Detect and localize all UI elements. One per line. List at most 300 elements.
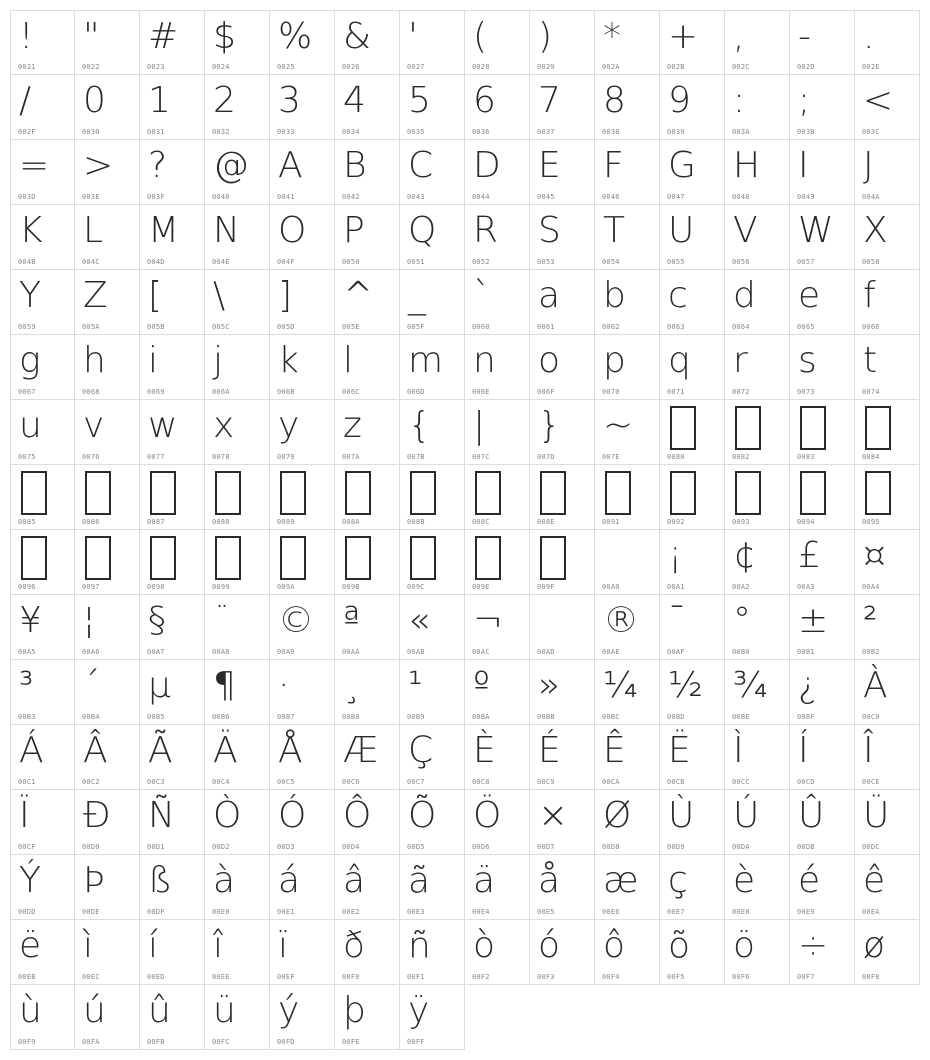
- glyph-code-label: 0097: [82, 583, 100, 591]
- glyph-cell: [660, 10, 725, 75]
- glyph-character: !: [19, 16, 34, 57]
- glyph-character: $: [213, 16, 236, 57]
- glyph-code-label: 00D7: [537, 843, 555, 851]
- glyph-character: ,: [733, 16, 745, 57]
- glyph-code-label: 00D6: [472, 843, 490, 851]
- glyph-character: %: [278, 16, 313, 57]
- glyph-cell: [725, 465, 790, 530]
- glyph-character: ù: [19, 990, 42, 1031]
- glyph-character: s: [798, 340, 817, 381]
- glyph-cell: [465, 205, 530, 270]
- glyph-cell: [140, 205, 205, 270]
- glyph-cell: [595, 270, 660, 335]
- glyph-code-label: 00BE: [732, 713, 750, 721]
- glyph-character: Ú: [733, 795, 760, 836]
- glyph-cell: [75, 400, 140, 465]
- glyph-cell: [335, 660, 400, 725]
- glyph-code-label: 00E3: [407, 908, 425, 916]
- glyph-character: Ç: [408, 730, 434, 771]
- missing-glyph-box: [280, 536, 306, 580]
- glyph-code-label: 00B9: [407, 713, 425, 721]
- glyph-character: S: [538, 210, 561, 251]
- glyph-character: w: [148, 405, 178, 446]
- glyph-cell: [75, 595, 140, 660]
- glyph-code-label: 0041: [277, 193, 295, 201]
- glyph-code-label: 00B1: [797, 648, 815, 656]
- glyph-character: Â: [83, 730, 108, 771]
- glyph-code-label: 00DA: [732, 843, 750, 851]
- glyph-character: a: [538, 275, 561, 316]
- glyph-code-label: 0028: [472, 63, 490, 71]
- glyph-cell: [205, 855, 270, 920]
- glyph-cell: [595, 790, 660, 855]
- glyph-cell: [530, 205, 595, 270]
- glyph-character: L: [83, 210, 104, 251]
- glyph-cell: [335, 530, 400, 595]
- glyph-cell: [270, 725, 335, 790]
- glyph-cell: [660, 855, 725, 920]
- glyph-cell: [10, 660, 75, 725]
- glyph-character: ì: [83, 925, 94, 966]
- glyph-cell: [790, 400, 855, 465]
- glyph-code-label: 005B: [147, 323, 165, 331]
- glyph-code-label: 00B7: [277, 713, 295, 721]
- missing-glyph-box: [800, 471, 826, 515]
- glyph-code-label: 00BD: [667, 713, 685, 721]
- glyph-character: j: [213, 340, 224, 381]
- glyph-code-label: 005E: [342, 323, 360, 331]
- glyph-cell: [530, 660, 595, 725]
- glyph-character: Ô: [343, 795, 372, 836]
- glyph-cell: [270, 790, 335, 855]
- glyph-code-label: 0045: [537, 193, 555, 201]
- glyph-character: æ: [603, 860, 639, 901]
- glyph-code-label: 0040: [212, 193, 230, 201]
- glyph-cell: [335, 725, 400, 790]
- glyph-cell: [530, 595, 595, 660]
- glyph-character: *: [603, 16, 621, 57]
- glyph-code-label: 002A: [602, 63, 620, 71]
- glyph-cell: [790, 205, 855, 270]
- glyph-cell: [205, 920, 270, 985]
- glyph-character: ë: [19, 925, 42, 966]
- glyph-character: ä: [473, 860, 496, 901]
- glyph-cell: [140, 855, 205, 920]
- glyph-character: (: [473, 16, 488, 57]
- glyph-character: 0: [83, 80, 106, 121]
- glyph-character: b: [603, 275, 626, 316]
- glyph-code-label: 0037: [537, 128, 555, 136]
- glyph-code-label: 006A: [212, 388, 230, 396]
- glyph-code-label: 00B3: [18, 713, 36, 721]
- glyph-code-label: 00B2: [862, 648, 880, 656]
- glyph-character: E: [538, 145, 561, 186]
- glyph-cell: [75, 205, 140, 270]
- glyph-code-label: 00AC: [472, 648, 490, 656]
- glyph-character: @: [213, 145, 249, 186]
- missing-glyph-box: [540, 471, 566, 515]
- glyph-character: n: [473, 340, 496, 381]
- glyph-character: O: [278, 210, 307, 251]
- missing-glyph-box: [540, 536, 566, 580]
- glyph-cell: [75, 335, 140, 400]
- glyph-code-label: 003C: [862, 128, 880, 136]
- glyph-character: -: [798, 16, 811, 57]
- glyph-code-label: 00F8: [862, 973, 880, 981]
- glyph-code-label: 003A: [732, 128, 750, 136]
- glyph-character: á: [278, 860, 301, 901]
- glyph-character: é: [798, 860, 821, 901]
- glyph-cell: [530, 140, 595, 205]
- glyph-code-label: 00E9: [797, 908, 815, 916]
- glyph-code-label: 00F3: [537, 973, 555, 981]
- glyph-cell: [660, 75, 725, 140]
- glyph-cell: [790, 920, 855, 985]
- glyph-cell: [855, 595, 920, 660]
- glyph-cell: [140, 400, 205, 465]
- glyph-code-label: 0054: [602, 258, 620, 266]
- glyph-code-label: 00C0: [862, 713, 880, 721]
- glyph-cell: [75, 140, 140, 205]
- glyph-cell: [10, 335, 75, 400]
- glyph-character: ó: [538, 925, 561, 966]
- glyph-character: §: [148, 600, 166, 641]
- glyph-code-label: 0095: [862, 518, 880, 526]
- glyph-character: 3: [278, 80, 301, 121]
- glyph-code-label: 00DC: [862, 843, 880, 851]
- glyph-code-label: 004D: [147, 258, 165, 266]
- glyph-cell: [400, 530, 465, 595]
- glyph-code-label: 00A5: [18, 648, 36, 656]
- glyph-code-label: 00E4: [472, 908, 490, 916]
- glyph-cell: [465, 790, 530, 855]
- glyph-code-label: 0062: [602, 323, 620, 331]
- glyph-code-label: 0038: [602, 128, 620, 136]
- glyph-cell: [595, 400, 660, 465]
- glyph-cell: [205, 530, 270, 595]
- glyph-character: J: [863, 145, 874, 186]
- glyph-character: V: [733, 210, 758, 251]
- glyph-cell: [335, 465, 400, 530]
- glyph-code-label: 00D9: [667, 843, 685, 851]
- glyph-code-label: 0033: [277, 128, 295, 136]
- glyph-character: £: [798, 535, 821, 576]
- glyph-character: ¼: [603, 665, 638, 706]
- glyph-character: N: [213, 210, 240, 251]
- glyph-cell: [205, 790, 270, 855]
- missing-glyph-box: [865, 471, 891, 515]
- glyph-cell: [10, 10, 75, 75]
- glyph-code-label: 00DD: [18, 908, 36, 916]
- glyph-character: :: [733, 80, 746, 121]
- glyph-cell: [140, 790, 205, 855]
- glyph-character: K: [19, 210, 43, 251]
- glyph-character: Ð: [83, 795, 111, 836]
- glyph-character: ¨: [213, 600, 231, 641]
- glyph-code-label: 00BB: [537, 713, 555, 721]
- glyph-code-label: 00E2: [342, 908, 360, 916]
- glyph-code-label: 0069: [147, 388, 165, 396]
- glyph-code-label: 00A8: [212, 648, 230, 656]
- glyph-cell: [465, 10, 530, 75]
- missing-glyph-box: [150, 471, 176, 515]
- glyph-character: å: [538, 860, 561, 901]
- glyph-character: ~: [603, 405, 634, 446]
- glyph-character: ): [538, 16, 553, 57]
- glyph-code-label: 002D: [797, 63, 815, 71]
- glyph-code-label: 00B0: [732, 648, 750, 656]
- glyph-code-label: 00AF: [667, 648, 685, 656]
- glyph-code-label: 00B4: [82, 713, 100, 721]
- glyph-character: ¥: [19, 600, 42, 641]
- glyph-cell: [10, 465, 75, 530]
- glyph-character: þ: [343, 990, 366, 1031]
- glyph-code-label: 00AB: [407, 648, 425, 656]
- glyph-character: 6: [473, 80, 496, 121]
- missing-glyph-box: [605, 471, 631, 515]
- glyph-cell: [465, 855, 530, 920]
- glyph-code-label: 0094: [797, 518, 815, 526]
- glyph-cell: [270, 400, 335, 465]
- glyph-code-label: 00A9: [277, 648, 295, 656]
- glyph-character: ®: [603, 600, 639, 641]
- glyph-code-label: 0034: [342, 128, 360, 136]
- glyph-code-label: 0052: [472, 258, 490, 266]
- glyph-cell: [725, 400, 790, 465]
- glyph-code-label: 0077: [147, 453, 165, 461]
- missing-glyph-box: [215, 471, 241, 515]
- glyph-code-label: 00F1: [407, 973, 425, 981]
- glyph-code-label: 00F0: [342, 973, 360, 981]
- glyph-cell: [790, 270, 855, 335]
- glyph-cell: [75, 660, 140, 725]
- glyph-character: Ï: [19, 795, 30, 836]
- glyph-code-label: 00BF: [797, 713, 815, 721]
- missing-glyph-box: [280, 471, 306, 515]
- glyph-cell: [530, 465, 595, 530]
- glyph-character: 5: [408, 80, 431, 121]
- glyph-character: Þ: [83, 860, 105, 901]
- glyph-code-label: 00DB: [797, 843, 815, 851]
- glyph-character: ¯: [668, 600, 686, 641]
- glyph-character: m: [408, 340, 444, 381]
- glyph-character: D: [473, 145, 501, 186]
- glyph-code-label: 00D4: [342, 843, 360, 851]
- glyph-code-label: 00AA: [342, 648, 360, 656]
- glyph-character: I: [798, 145, 809, 186]
- glyph-code-label: 00E1: [277, 908, 295, 916]
- glyph-character: T: [603, 210, 625, 251]
- glyph-code-label: 00B6: [212, 713, 230, 721]
- glyph-character: U: [668, 210, 695, 251]
- glyph-code-label: 00A3: [797, 583, 815, 591]
- missing-glyph-box: [800, 406, 826, 450]
- glyph-code-label: 00F4: [602, 973, 620, 981]
- glyph-character: ò: [473, 925, 496, 966]
- glyph-cell: [335, 400, 400, 465]
- glyph-code-label: 00DF: [147, 908, 165, 916]
- glyph-cell: [205, 205, 270, 270]
- glyph-character: ô: [603, 925, 626, 966]
- glyph-code-label: 0023: [147, 63, 165, 71]
- glyph-code-label: 0093: [732, 518, 750, 526]
- glyph-code-label: 00B8: [342, 713, 360, 721]
- glyph-code-label: 00C7: [407, 778, 425, 786]
- glyph-character: õ: [668, 925, 691, 966]
- glyph-code-label: 005C: [212, 323, 230, 331]
- glyph-cell: [400, 595, 465, 660]
- glyph-cell: [400, 855, 465, 920]
- glyph-cell: [75, 10, 140, 75]
- glyph-character: ç: [668, 860, 688, 901]
- glyph-code-label: 0053: [537, 258, 555, 266]
- glyph-cell: [855, 790, 920, 855]
- glyph-code-label: 0021: [18, 63, 36, 71]
- glyph-cell: [660, 400, 725, 465]
- glyph-cell: [725, 75, 790, 140]
- glyph-cell: [725, 205, 790, 270]
- glyph-cell: [725, 335, 790, 400]
- glyph-cell: [140, 660, 205, 725]
- glyph-cell: [75, 985, 140, 1050]
- glyph-character: ö: [733, 925, 756, 966]
- glyph-cell: [855, 855, 920, 920]
- glyph-cell: [725, 920, 790, 985]
- glyph-character: Æ: [343, 730, 379, 771]
- glyph-character: Ø: [603, 795, 632, 836]
- glyph-code-label: 00A0: [602, 583, 620, 591]
- glyph-cell: [335, 205, 400, 270]
- glyph-code-label: 0065: [797, 323, 815, 331]
- glyph-code-label: 003E: [82, 193, 100, 201]
- glyph-code-label: 002E: [862, 63, 880, 71]
- glyph-character: ¬: [473, 600, 504, 641]
- glyph-character: W: [798, 210, 834, 251]
- glyph-cell: [855, 465, 920, 530]
- glyph-cell: [400, 660, 465, 725]
- glyph-cell: [10, 530, 75, 595]
- glyph-code-label: 00E0: [212, 908, 230, 916]
- glyph-cell: [270, 335, 335, 400]
- glyph-character: ª: [343, 600, 360, 641]
- glyph-cell: [660, 660, 725, 725]
- glyph-character: ¿: [798, 665, 818, 706]
- glyph-character: Õ: [408, 795, 437, 836]
- glyph-cell: [530, 530, 595, 595]
- glyph-character: f: [863, 275, 876, 316]
- glyph-character: }: [538, 405, 561, 446]
- glyph-code-label: 004E: [212, 258, 230, 266]
- glyph-code-label: 0025: [277, 63, 295, 71]
- glyph-code-label: 0044: [472, 193, 490, 201]
- glyph-code-label: 00DE: [82, 908, 100, 916]
- missing-glyph-box: [21, 471, 47, 515]
- glyph-code-label: 00F9: [18, 1038, 36, 1046]
- missing-glyph-box: [345, 471, 371, 515]
- glyph-character: 7: [538, 80, 561, 121]
- glyph-cell: [75, 725, 140, 790]
- glyph-character: û: [148, 990, 171, 1031]
- glyph-cell: [335, 140, 400, 205]
- glyph-cell: [790, 335, 855, 400]
- glyph-code-label: 0048: [732, 193, 750, 201]
- glyph-character: Ì: [733, 730, 744, 771]
- glyph-cell: [855, 530, 920, 595]
- glyph-cell: [75, 530, 140, 595]
- glyph-cell: [335, 270, 400, 335]
- glyph-code-label: 00D8: [602, 843, 620, 851]
- glyph-code-label: 00E6: [602, 908, 620, 916]
- glyph-cell: [465, 920, 530, 985]
- glyph-character: o: [538, 340, 561, 381]
- glyph-code-label: 0067: [18, 388, 36, 396]
- glyph-character: Ñ: [148, 795, 175, 836]
- glyph-code-label: 0057: [797, 258, 815, 266]
- glyph-code-label: 0030: [82, 128, 100, 136]
- glyph-cell: [140, 10, 205, 75]
- glyph-code-label: 0078: [212, 453, 230, 461]
- glyph-character: ½: [668, 665, 703, 706]
- glyph-code-label: 00EB: [18, 973, 36, 981]
- glyph-code-label: 0063: [667, 323, 685, 331]
- glyph-character: à: [213, 860, 236, 901]
- glyph-cell: [10, 790, 75, 855]
- glyph-cell: [660, 725, 725, 790]
- glyph-cell: [595, 75, 660, 140]
- glyph-cell: [660, 270, 725, 335]
- glyph-character: 9: [668, 80, 691, 121]
- glyph-code-label: 00CE: [862, 778, 880, 786]
- glyph-character: #: [148, 16, 179, 57]
- glyph-code-label: 008B: [407, 518, 425, 526]
- glyph-cell: [400, 920, 465, 985]
- glyph-character: ´: [83, 665, 101, 706]
- glyph-cell: [335, 920, 400, 985]
- glyph-cell: [530, 855, 595, 920]
- glyph-character: ;: [798, 80, 811, 121]
- glyph-cell: [205, 725, 270, 790]
- glyph-code-label: 0056: [732, 258, 750, 266]
- glyph-code-label: 009E: [472, 583, 490, 591]
- glyph-cell: [465, 725, 530, 790]
- glyph-character: X: [863, 210, 888, 251]
- glyph-character: A: [278, 145, 303, 186]
- glyph-character: &: [343, 16, 372, 57]
- glyph-cell: [140, 140, 205, 205]
- glyph-code-label: 007C: [472, 453, 490, 461]
- glyph-character: Ã: [148, 730, 173, 771]
- glyph-cell: [790, 530, 855, 595]
- glyph-cell: [335, 790, 400, 855]
- glyph-cell: [10, 595, 75, 660]
- glyph-code-label: 0070: [602, 388, 620, 396]
- glyph-character: ÿ: [408, 990, 430, 1031]
- glyph-cell: [75, 920, 140, 985]
- glyph-character: C: [408, 145, 434, 186]
- glyph-cell: [400, 75, 465, 140]
- glyph-cell: [10, 985, 75, 1050]
- glyph-cell: [270, 75, 335, 140]
- glyph-character: ×: [538, 795, 569, 836]
- glyph-cell: [465, 335, 530, 400]
- glyph-character: e: [798, 275, 821, 316]
- glyph-character: ð: [343, 925, 366, 966]
- glyph-cell: [725, 270, 790, 335]
- glyph-character: l: [343, 340, 354, 381]
- glyph-character: \: [213, 275, 226, 316]
- glyph-character: Å: [278, 730, 303, 771]
- glyph-code-label: 00C4: [212, 778, 230, 786]
